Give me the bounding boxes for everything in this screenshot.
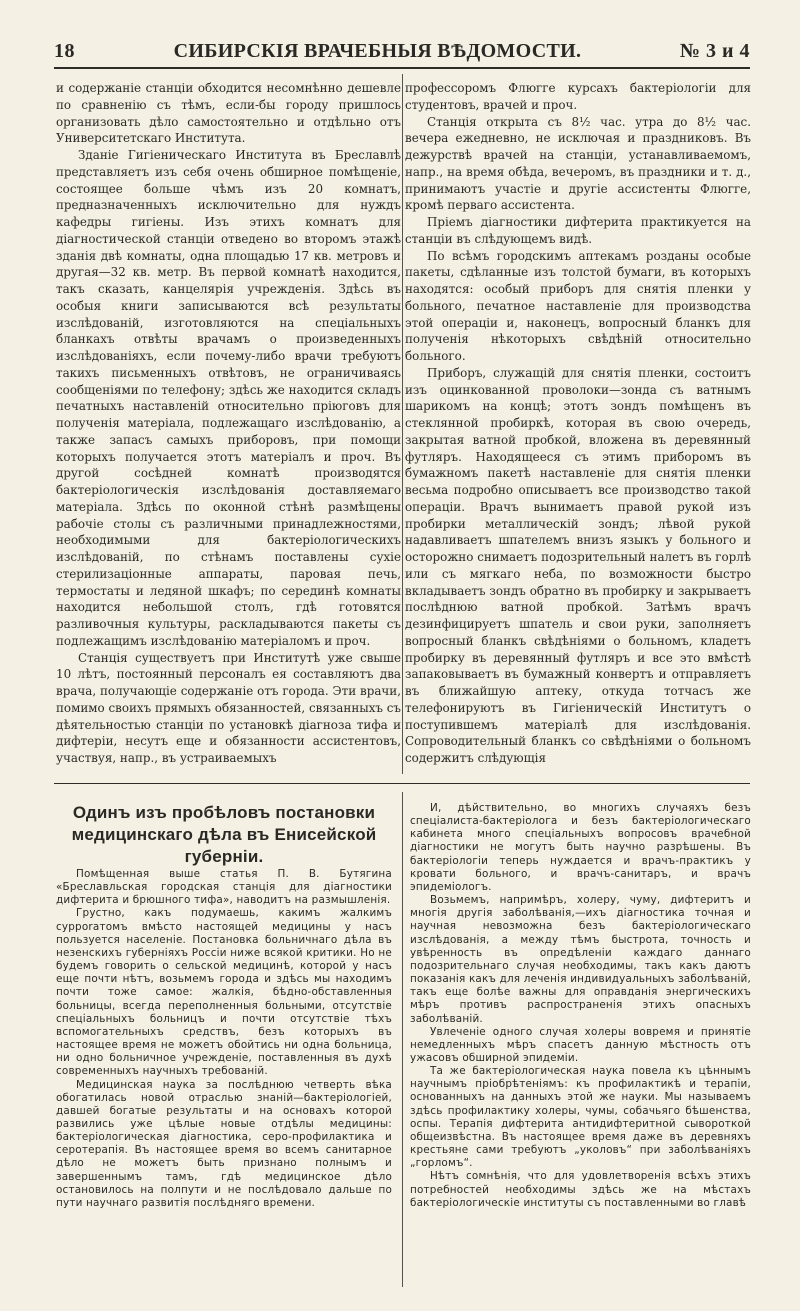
journal-title: СИБИРСКІЯ ВРАЧЕБНЫЯ ВѢДОМОСТИ. (173, 39, 582, 62)
page-number: 18 (54, 39, 75, 62)
paragraph: Станція существуетъ при Институтѣ уже свыше 10 лѣтъ, постоянный персоналъ ея составляютъ два врача, получающіе содержаніе отъ города. Эти врачи, помимо своихъ прямыхъ обязанностей, связанныхъ съ дѣятельностью станціи по установкѣ діагноза тифа и дифтеріи, несутъ еще и обязанности ассистентовъ, участвуя, напр., въ устраиваемыхъ (56, 650, 401, 765)
paragraph: Возьмемъ, напримѣръ, холеру, чуму, дифтеритъ и многія другія заболѣванія,—ихъ діагностика точная и научная невозможна безъ бактеріологическаго изслѣдованія, а между тѣмъ быстрота, точность и увѣренность въ опредѣленіи каждаго даннаго подозрительнаго случая необходимы, такъ какъ даютъ показанія какъ для леченія индивидуальныхъ заболѣваній, такъ еще болѣе важны для оправданія энергическихъ мѣръ противъ распространенія этихъ опасныхъ заболѣваній. (410, 894, 751, 1025)
paragraph: Станція открыта съ 8½ час. утра до 8½ час. вечера ежедневно, не исключая и праздниковъ. Въ дежурствѣ врачей на станціи, устанавливаемомъ, напр., на время обѣда, вечеромъ, въ праздники и т. д., принимаютъ участіе и другіе ассистенты Флюгге, кромѣ перваго ассистента. (405, 114, 751, 213)
paragraph: Помѣщенная выше статья П. В. Бутягина «Бреславльская городская станція для діагностики дифтерита и брюшного тифа», наводитъ на размышленія. (56, 868, 392, 907)
paragraph: И, дѣйствительно, во многихъ случаяхъ безъ спеціалиста-бактеріолога и безъ бактеріологическаго кабинета много спеціальныхъ вопросовъ врачебной діагностики не могутъ быть научно разрѣшены. Въ бактеріологіи теперь нуждается и врачъ-практикъ у кровати больного, и врачъ-санитаръ, и врачъ эпидеміологъ. (410, 802, 751, 893)
article-title: Одинъ изъ пробѣловъ постановки медицинскаго дѣла въ Енисейской губерніи. (71, 803, 377, 866)
paragraph: Увлеченіе одного случая холеры вовремя и принятіе немедленныхъ мѣръ спасетъ данную мѣстность отъ ужасовъ обширной эпидеміи. (410, 1025, 751, 1064)
bottom-left-column (56, 802, 392, 1292)
paragraph: Грустно, какъ подумаешь, какимъ жалкимъ сурроrатомъ вмѣсто настоящей медицины у насъ пользуется населеніе. Постановка больничнаго дѣла въ незенскихъ губерніяхъ Россіи ниже всякой критики. Но не будемъ говорить о сельской медицинѣ, которой у насъ еще почти нѣтъ, возьмемъ города и здѣсь мы находимъ почти тоже самое: жалкія, бѣдно-обставленныя больницы, всегда переполненныя больными, отсутствіе спеціальныхъ больницъ и почти отсутствіе тѣхъ вспомогательныхъ средствъ, безъ которыхъ въ настоящее время не можетъ обойтись ни одна больница, ни одно больничное учрежденіе, поставленныя въ духѣ современныхъ научныхъ требованій. (56, 907, 392, 1078)
paragraph: Приборъ, служащій для снятія пленки, состоитъ изъ оцинкованной проволоки—зонда съ ватнымъ шарикомъ на концѣ; этотъ зондъ помѣщенъ въ стеклянной пробиркѣ, которая въ свою очередь, закрытая ватной пробкой, вложена въ деревянный футляръ. Находящееся съ этимъ приборомъ въ бумажномъ пакетѣ наставленіе для снятія пленки весьма подробно описываетъ все производство такой операціи. Врачъ вынимаетъ правой рукой изъ пробирки металлическій зондъ; лѣвой рукой надавливаетъ шпателемъ внизъ языкъ у больного и осторожно снимаетъ подозрительный налетъ въ горлѣ или съ мягкаго неба, по возможности быстро вкладываетъ зондъ обратно въ пробирку и закрываетъ послѣднюю ватной пробкой. Затѣмъ врачъ дезинфицируетъ шпатель и свои руки, заполняетъ вопросный бланкъ свѣдѣніями о больномъ, кладетъ пробирку въ деревянный футляръ и все это вмѣстѣ запаковываетъ въ бумажный конвертъ и отправляетъ въ ближайшую аптеку, откуда тотчасъ же телефонируютъ въ Гигіеническій Институтъ о поступившемъ матеріалѣ для изслѣдованія. Сопроводительный бланкъ со свѣдѣніями о больномъ содержитъ слѣдующія (405, 365, 751, 765)
paragraph: Зданіе Гигіеническаго Института въ Бреславлѣ представляетъ изъ себя очень обширное помѣщеніе, состоящее больше чѣмъ изъ 20 комнатъ, предназначенныхъ исключительно для нуждъ кафедры гигіены. Изъ этихъ комнатъ для діагностической станціи отведено во второмъ этажѣ зданія двѣ комнаты, одна площадью 17 кв. метровъ и другая—32 кв. метр. Въ первой комнатѣ находится, такъ сказать, канцелярія учрежденія. Здѣсь въ особыя книги записываются всѣ результаты изслѣдованій, изготовляются на спеціальныхъ бланкахъ отвѣты врачамъ о произведенныхъ изслѣдованіяхъ, если почему-либо врачи требуютъ такихъ письменныхъ отвѣтовъ, не ограничиваясь сообщеніями по телефону; здѣсь же находится складъ печатныхъ наставленій относительно пріюговъ для полученія матеріала, подлежащаго изслѣдованію, а также запасъ самыхъ приборовъ, при помощи которыхъ получается этотъ матеріалъ и проч. Въ другой сосѣдней комнатѣ производятся бактеріологическія изслѣдованія доставляемаго матеріала. Здѣсь по оконной стѣнѣ размѣщены рабочіе столы съ различными принадлежностями, необходимыми для бактеріологическихъ изслѣдованій, по стѣнамъ поставлены сухіе стерилизаціонные аппараты, паровая печь, термостаты и ледяной шкафъ; по серединѣ комнаты находится небольшой столъ, гдѣ готовятся разливочныя культуры, раскладываются пакеты съ подлежащимъ изслѣдованію матеріаломъ и проч. (56, 148, 401, 648)
top-right-column (405, 80, 751, 773)
paragraph: Нѣтъ сомнѣнія, что для удовлетворенія всѣхъ этихъ потребностей необходимы здѣсь же на мѣстахъ бактеріологическіе институты съ поставленными во главѣ (410, 1170, 751, 1209)
paragraph: Та же бактеріологическая наука повела къ цѣннымъ научнымъ пріобрѣтеніямъ: къ профилактикѣ и терапіи, основанныхъ на данныхъ этой же науки. Мы называемъ здѣсь профилактику холеры, чумы, собачьяго бѣшенства, оспы. Терапія дифтерита антидифтеритной сывороткой общеизвѣстна. Въ настоящее время даже въ деревняхъ крестьяне сами требуютъ „уколовъ“ при заболѣваніяхъ „горломъ“. (410, 1065, 751, 1170)
page-header (54, 38, 750, 64)
top-left-column (56, 80, 401, 773)
paragraph: профессоромъ Флюгге курсахъ бактеріологіи для студентовъ, врачей и проч. (405, 81, 751, 112)
paragraph: и содержаніе станціи обходится несомнѣнно дешевле по сравненію съ тѣмъ, если-бы городу пришлось организовать дѣло самостоятельно и отдѣльно отъ Университетскаго Института. (56, 81, 401, 146)
column-divider-top (402, 74, 403, 774)
issue-number: № 3 и 4 (679, 39, 750, 62)
paragraph: Пріемъ діагностики дифтерита практикуется на станціи въ слѣдующемъ видѣ. (405, 215, 751, 246)
header-rule (54, 67, 750, 69)
section-rule (54, 783, 750, 784)
paragraph: По всѣмъ городскимъ аптекамъ розданы особые пакеты, сдѣланные изъ толстой бумаги, въ которыхъ находятся: особый приборъ для снятія пленки у больного, печатное наставленіе для производства этой операціи и, наконецъ, вопросный бланкъ для полученія нѣкоторыхъ свѣдѣній относительно больного. (405, 248, 751, 363)
paragraph: Медицинская наука за послѣднюю четверть вѣка обогатилась новой отраслью знаній—бактеріологіей, давшей богатые результаты и на основахъ которой развились уже цѣлые новые отдѣлы медицины: бактеріологическая діагностика, серо-профилактика и серотерапія. Въ настоящее время во всемъ санитарное дѣло не можетъ быть признано полнымъ и завершеннымъ тамъ, гдѣ медицинское дѣло остановилось на полпути и не послѣдовало дальше по пути научнаго развитія послѣдняго времени. (56, 1078, 392, 1209)
column-divider-bottom (402, 792, 403, 1287)
bottom-right-column (410, 802, 751, 1292)
